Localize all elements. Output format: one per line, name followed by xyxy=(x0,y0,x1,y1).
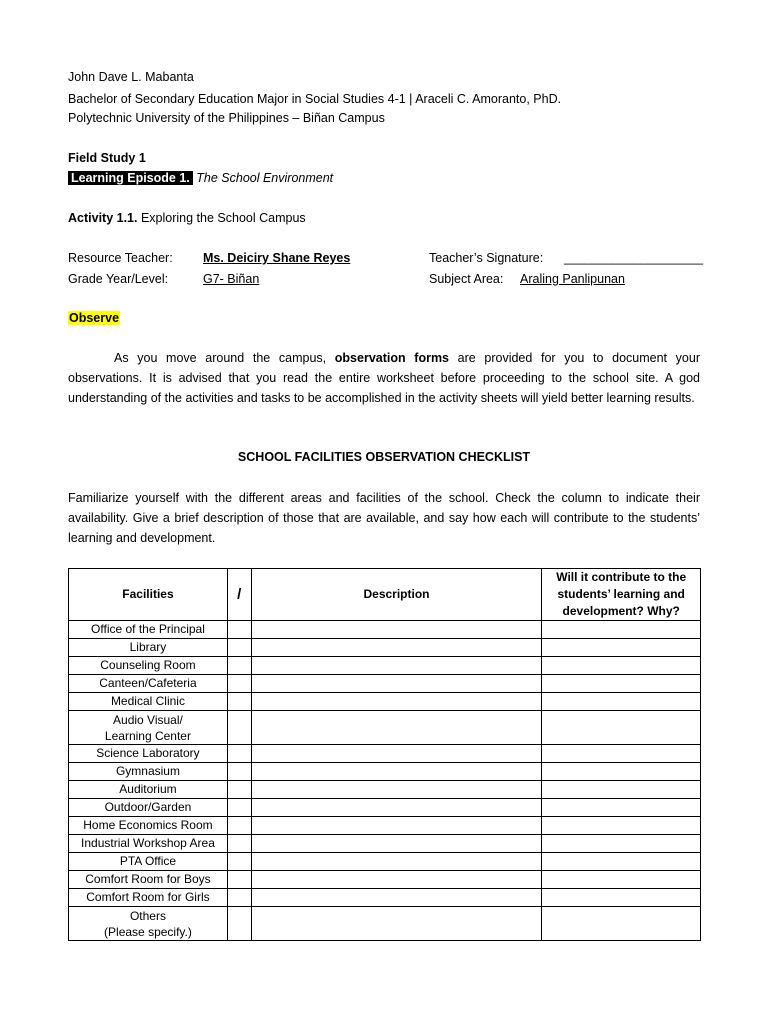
table-header-row xyxy=(69,569,701,621)
table-row xyxy=(69,907,701,941)
availability-check-cell[interactable] xyxy=(227,907,251,941)
table-row xyxy=(69,763,701,781)
table-row xyxy=(69,799,701,817)
checklist-body xyxy=(69,621,701,941)
table-row xyxy=(69,889,701,907)
description-cell[interactable] xyxy=(251,675,542,693)
contribution-cell[interactable] xyxy=(542,639,701,657)
availability-check-cell[interactable] xyxy=(227,799,251,817)
table-row xyxy=(69,871,701,889)
description-cell[interactable] xyxy=(251,853,542,871)
description-cell[interactable] xyxy=(251,799,542,817)
table-row xyxy=(69,657,701,675)
facility-name-cell: Gymnasium xyxy=(69,763,228,781)
contribution-cell[interactable] xyxy=(542,799,701,817)
facility-name-cell: Outdoor/Garden xyxy=(69,799,228,817)
signature-line: ____________________ xyxy=(564,251,704,265)
contribution-cell[interactable] xyxy=(542,907,701,941)
author-name: John Dave L. Mabanta xyxy=(68,70,194,84)
facility-name-cell: Counseling Room xyxy=(69,657,228,675)
observe-heading-wrap xyxy=(68,311,120,325)
table-row xyxy=(69,693,701,711)
table-row xyxy=(69,675,701,693)
facility-name-cell: Others (Please specify.) xyxy=(69,907,228,941)
facility-name-cell: PTA Office xyxy=(69,853,228,871)
contribution-cell[interactable] xyxy=(542,781,701,799)
facility-name-cell: Home Economics Room xyxy=(69,817,228,835)
contribution-cell[interactable] xyxy=(542,763,701,781)
contribution-cell[interactable] xyxy=(542,745,701,763)
description-cell[interactable] xyxy=(251,711,542,745)
availability-check-cell[interactable] xyxy=(227,835,251,853)
availability-check-cell[interactable] xyxy=(227,763,251,781)
facility-name-cell: Office of the Principal xyxy=(69,621,228,639)
program-line: Bachelor of Secondary Education Major in Social Studies 4-1 | Araceli C. Amoranto, PhD. xyxy=(68,92,562,106)
facility-name-cell: Audio Visual/ Learning Center xyxy=(69,711,228,745)
description-cell[interactable] xyxy=(251,745,542,763)
description-cell[interactable] xyxy=(251,835,542,853)
table-row xyxy=(69,835,701,853)
checklist-instructions: Familiarize yourself with the different areas and facilities of the school. Check the column to indicate their availability. Give a brief description of those that are available, and say how each will contribute to the students’ learning and development. xyxy=(68,491,700,545)
table-row xyxy=(69,853,701,871)
facility-name-cell: Medical Clinic xyxy=(69,693,228,711)
table-row xyxy=(69,781,701,799)
episode-title: The School Environment xyxy=(196,171,334,185)
grade-value: G7- Biñan xyxy=(203,272,260,286)
availability-check-cell[interactable] xyxy=(227,693,251,711)
facility-name-cell: Science Laboratory xyxy=(69,745,228,763)
table-row xyxy=(69,817,701,835)
description-cell[interactable] xyxy=(251,763,542,781)
resource-teacher-value: Ms. Deiciry Shane Reyes xyxy=(203,251,351,265)
availability-check-cell[interactable] xyxy=(227,853,251,871)
availability-check-cell[interactable] xyxy=(227,657,251,675)
contribution-cell[interactable] xyxy=(542,871,701,889)
contribution-cell[interactable] xyxy=(542,853,701,871)
description-cell[interactable] xyxy=(251,639,542,657)
description-cell[interactable] xyxy=(251,657,542,675)
activity-title: Exploring the School Campus xyxy=(140,211,306,225)
facilities-checklist-table xyxy=(68,568,701,941)
table-row xyxy=(69,711,701,745)
episode-label: Learning Episode 1. xyxy=(68,171,193,185)
resource-teacher-label: Resource Teacher: xyxy=(68,251,173,265)
signature-label: Teacher’s Signature: xyxy=(429,251,544,265)
description-cell[interactable] xyxy=(251,621,542,639)
activity-label: Activity 1.1. xyxy=(68,211,138,225)
contribution-cell[interactable] xyxy=(542,889,701,907)
facility-name-cell: Industrial Workshop Area xyxy=(69,835,228,853)
checklist-title: SCHOOL FACILITIES OBSERVATION CHECKLIST xyxy=(237,450,531,464)
description-cell[interactable] xyxy=(251,781,542,799)
facility-name-cell: Auditorium xyxy=(69,781,228,799)
episode-line xyxy=(68,171,333,185)
contribute-header: Will it contribute to the students’ learning and development? Why? xyxy=(542,569,701,621)
contribution-cell[interactable] xyxy=(542,693,701,711)
facilities-header: Facilities xyxy=(69,569,228,621)
description-cell[interactable] xyxy=(251,693,542,711)
availability-check-cell[interactable] xyxy=(227,889,251,907)
activity-line xyxy=(68,211,306,225)
course-title: Field Study 1 xyxy=(68,151,146,165)
description-cell[interactable] xyxy=(251,907,542,941)
description-cell[interactable] xyxy=(251,817,542,835)
description-header: Description xyxy=(251,569,542,621)
facility-name-cell: Library xyxy=(69,639,228,657)
contribution-cell[interactable] xyxy=(542,621,701,639)
observe-heading: Observe xyxy=(69,311,120,325)
university-line: Polytechnic University of the Philippines – Biñan Campus xyxy=(68,111,385,125)
table-row xyxy=(69,639,701,657)
observe-paragraph: As you move around the campus, observation forms are provided for you to document your observations. It is advised that you read the entire worksheet before proceeding to the school site. A god understanding of the activities and tasks to be accomplished in the activity sheets will yield better learning results. xyxy=(68,351,700,405)
availability-check-cell[interactable] xyxy=(227,745,251,763)
contribution-cell[interactable] xyxy=(542,711,701,745)
availability-check-cell[interactable] xyxy=(227,675,251,693)
table-row xyxy=(69,745,701,763)
contribution-cell[interactable] xyxy=(542,675,701,693)
grade-label: Grade Year/Level: xyxy=(68,272,169,286)
description-cell[interactable] xyxy=(251,871,542,889)
subject-value: Araling Panlipunan xyxy=(520,272,625,286)
table-row xyxy=(69,621,701,639)
availability-check-cell[interactable] xyxy=(227,781,251,799)
description-cell[interactable] xyxy=(251,889,542,907)
subject-label: Subject Area: xyxy=(429,272,504,286)
facility-name-cell: Comfort Room for Boys xyxy=(69,871,228,889)
availability-check-cell[interactable] xyxy=(227,639,251,657)
availability-check-cell[interactable] xyxy=(227,621,251,639)
availability-check-cell[interactable] xyxy=(227,871,251,889)
facility-name-cell: Canteen/Cafeteria xyxy=(69,675,228,693)
contribution-cell[interactable] xyxy=(542,657,701,675)
facility-name-cell: Comfort Room for Girls xyxy=(69,889,228,907)
availability-check-cell[interactable] xyxy=(227,711,251,745)
contribution-cell[interactable] xyxy=(542,835,701,853)
contribution-cell[interactable] xyxy=(542,817,701,835)
check-header: / xyxy=(227,569,251,621)
availability-check-cell[interactable] xyxy=(227,817,251,835)
